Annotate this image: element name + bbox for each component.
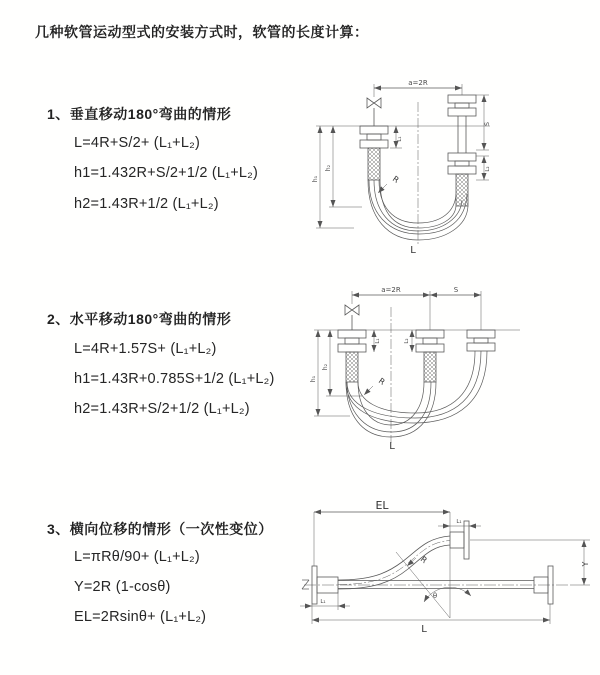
diagram-lateral-displacement	[298, 496, 598, 644]
centerline-mark-icon	[302, 580, 309, 589]
left-pipe-fitting	[338, 330, 366, 382]
page-title: 几种软管运动型式的安装方式时，软管的长度计算：	[35, 24, 369, 40]
dim-label-fit-left: L₁	[375, 338, 381, 344]
section-2-formula-h1: h1=1.43R+0.785S+1/2 (L₁+L₂)	[74, 371, 275, 387]
braided-hose-section	[368, 148, 380, 180]
valve-icon	[345, 305, 359, 330]
middle-pipe-fitting	[416, 330, 444, 382]
dim-label-h-inner: h₂	[325, 164, 332, 172]
braided-hose-section	[346, 352, 358, 382]
section-1-formula-h2: h2=1.43R+1/2 (L₁+L₂)	[74, 196, 219, 212]
section-3-formula-Y: Y=2R (1-cosθ)	[74, 579, 171, 595]
dim-label-fit-top: L₁	[456, 519, 462, 525]
section-1-heading: 1、垂直移动180°弯曲的情形	[47, 106, 232, 122]
angle-construction	[396, 548, 471, 618]
dim-label-radius: R	[376, 376, 387, 387]
hose-original-position	[338, 581, 534, 589]
dim-label-length: L	[389, 441, 395, 452]
dim-label-h-outer: h₁	[310, 375, 317, 383]
dim-label-fit-left: L₁	[397, 136, 403, 142]
diagram-vertical-180-bend	[312, 76, 592, 256]
dim-label-length: L	[421, 624, 427, 635]
dim-label-stroke: S	[484, 122, 491, 126]
valve-icon	[367, 98, 381, 126]
dim-label-length: L	[410, 245, 416, 256]
dim-label-el: EL	[375, 499, 389, 512]
section-1-formula-h1: h1=1.432R+S/2+1/2 (L₁+L₂)	[74, 165, 259, 181]
section-1-formula-L: L=4R+S/2+ (L₁+L₂)	[74, 135, 200, 151]
section-3-heading: 3、横向位移的情形（一次性变位）	[47, 521, 273, 537]
left-pipe-fitting	[360, 126, 388, 180]
dim-label-y: Y	[581, 561, 590, 567]
radius-leader-line	[407, 558, 416, 566]
hose-loop-displaced	[346, 351, 487, 423]
section-3-formula-EL: EL=2Rsinθ+ (L₁+L₂)	[74, 609, 207, 625]
radius-leader-line	[364, 386, 373, 395]
dim-label-h-inner: h₂	[322, 363, 329, 371]
dim-label-span: a=2R	[381, 286, 401, 294]
dim-label-radius: R	[418, 554, 429, 566]
right-pipe-fitting	[467, 330, 495, 351]
section-3-formula-L: L=πRθ/90+ (L₁+L₂)	[74, 549, 200, 565]
section-2-formula-L: L=4R+1.57S+ (L₁+L₂)	[74, 341, 217, 357]
dim-label-fit-left: L₁	[320, 599, 326, 605]
braided-hose-section	[424, 352, 436, 382]
dim-label-span: a=2R	[408, 79, 428, 87]
dim-label-fit-mid: L₂	[404, 338, 410, 344]
right-pipe-fitting	[448, 95, 476, 206]
dim-label-shift: S	[453, 286, 459, 294]
dim-label-h-outer: h₁	[312, 175, 319, 183]
section-2-heading: 2、水平移动180°弯曲的情形	[47, 311, 232, 327]
dim-label-radius: R	[390, 174, 401, 185]
section-2-formula-h2: h2=1.43R+S/2+1/2 (L₁+L₂)	[74, 401, 250, 417]
upper-flange-displaced	[450, 521, 469, 559]
dim-label-fit-right: L₂	[485, 166, 491, 172]
hose-displaced-curve	[338, 536, 450, 589]
diagram-horizontal-180-bend	[308, 283, 598, 455]
dim-label-theta: θ	[432, 592, 438, 600]
